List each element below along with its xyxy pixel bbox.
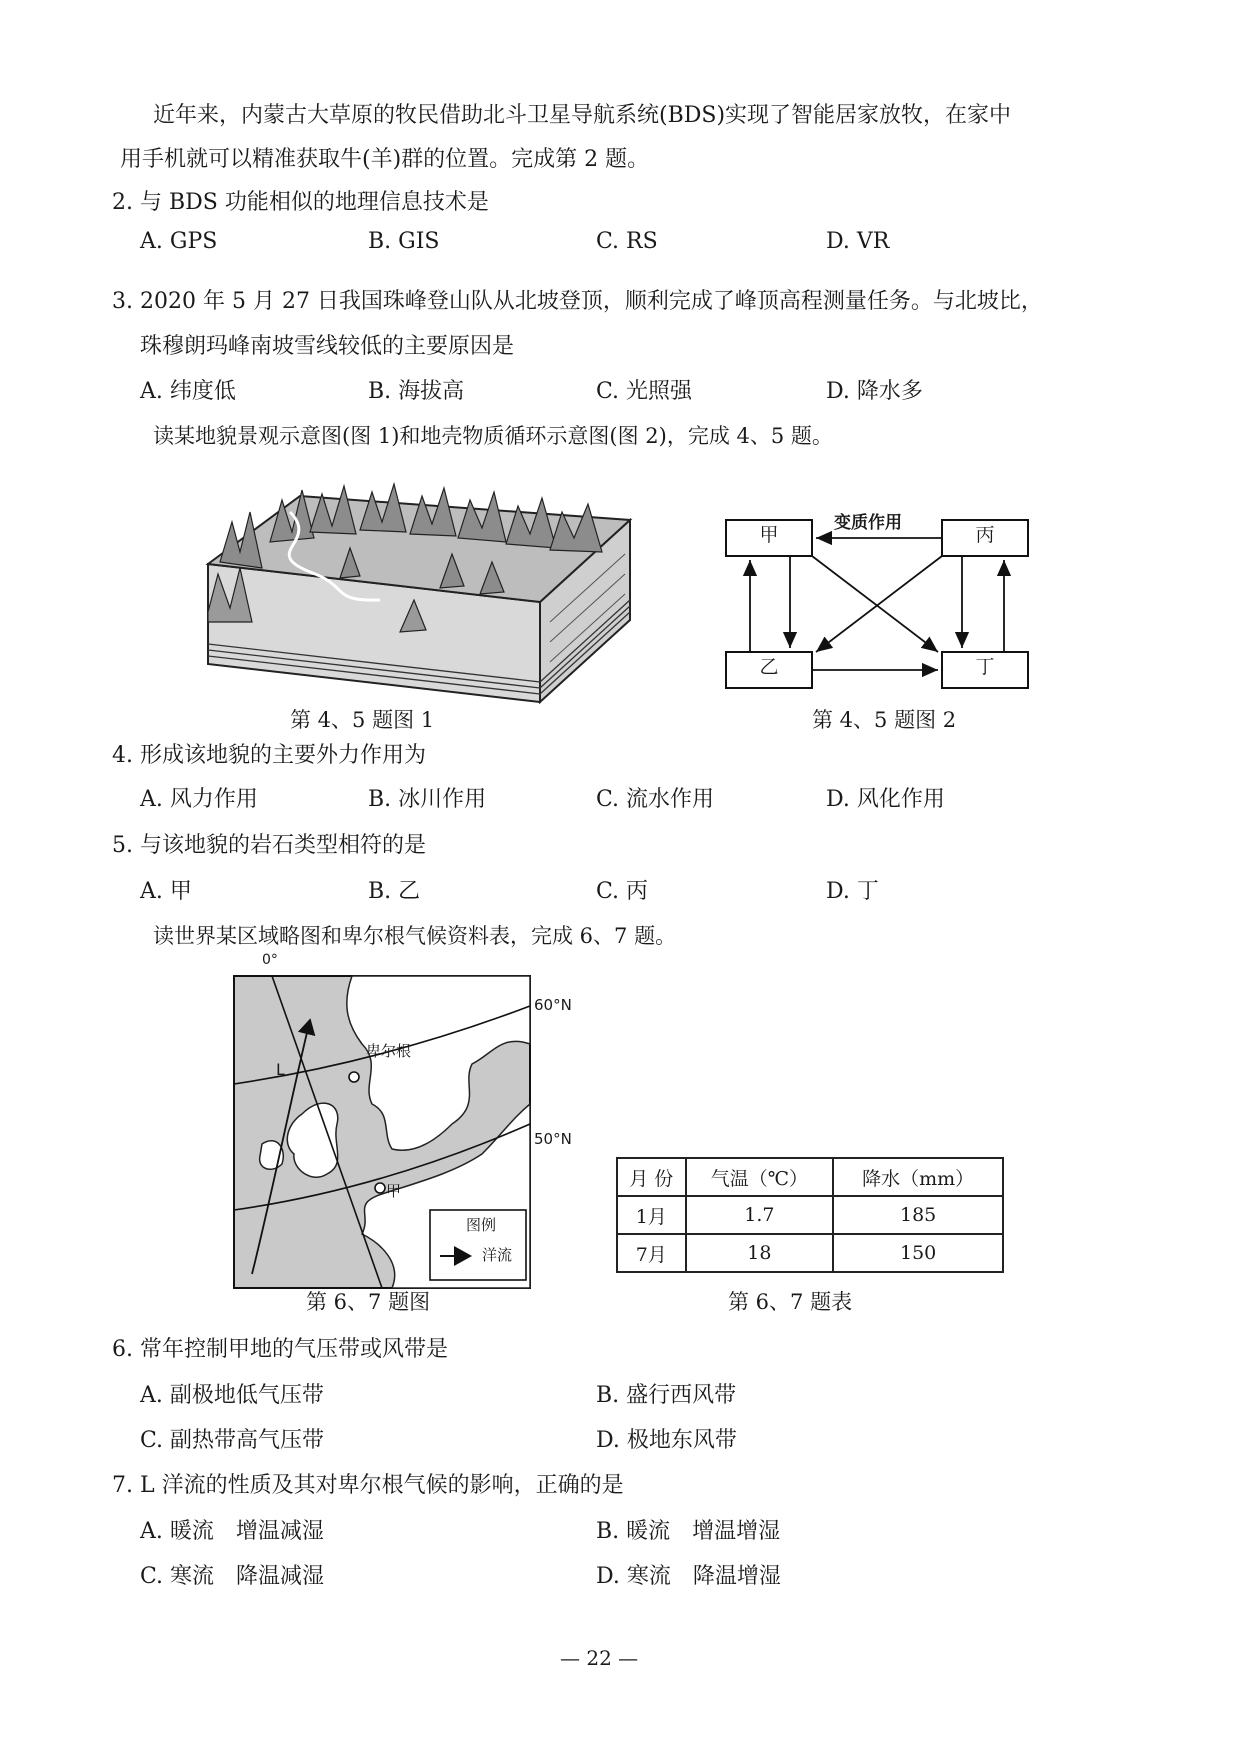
- q4-option-b: B. 冰川作用: [368, 787, 487, 812]
- q6-option-d: D. 极地东风带: [596, 1428, 737, 1453]
- table-cell: 1月: [617, 1196, 686, 1234]
- q2-option-c: C. RS: [596, 229, 658, 254]
- q4-option-c: C. 流水作用: [596, 787, 715, 812]
- table-header-row: [617, 1158, 1003, 1196]
- q7-option-c: C. 寒流 降温减湿: [140, 1564, 325, 1589]
- rock-box-ding: 丁: [975, 656, 995, 678]
- table-cell: 150: [833, 1234, 1003, 1272]
- table-row: [617, 1196, 1003, 1234]
- table-caption: 第 6、7 题表: [728, 1290, 853, 1314]
- map-legend-title: 图例: [466, 1216, 497, 1234]
- table-header-precip: 降水（mm）: [833, 1158, 1003, 1196]
- table-row: [617, 1234, 1003, 1272]
- q5-option-d: D. 丁: [826, 879, 879, 904]
- question-2-stem: 2. 与 BDS 功能相似的地理信息技术是: [112, 190, 489, 215]
- table-cell: 1.7: [686, 1196, 834, 1234]
- regional-map: [232, 974, 532, 1290]
- table-cell: 185: [833, 1196, 1003, 1234]
- q6-option-c: C. 副热带高气压带: [140, 1428, 325, 1453]
- q3-option-a: A. 纬度低: [140, 379, 236, 404]
- map-lat60-label: 60°N: [534, 996, 572, 1014]
- q3-option-b: B. 海拔高: [368, 379, 465, 404]
- table-cell: 18: [686, 1234, 834, 1272]
- intro-text-figures: 读某地貌景观示意图(图 1)和地壳物质循环示意图(图 2)，完成 4、5 题。: [153, 424, 833, 448]
- q5-option-b: B. 乙: [368, 879, 421, 904]
- q2-option-b: B. GIS: [368, 229, 440, 254]
- intro-text-line2: 用手机就可以精准获取牛(羊)群的位置。完成第 2 题。: [120, 147, 650, 172]
- q2-option-d: D. VR: [826, 229, 890, 254]
- map-city-bergen: 卑尔根: [366, 1042, 412, 1060]
- question-5-stem: 5. 与该地貌的岩石类型相符的是: [112, 833, 426, 858]
- intro-text-line1: 近年来，内蒙古大草原的牧民借助北斗卫星导航系统(BDS)实现了智能居家放牧，在家中: [153, 103, 1012, 128]
- map-point-jia: 甲: [386, 1182, 402, 1200]
- q2-option-a: A. GPS: [140, 229, 218, 254]
- figure-2-caption: 第 4、5 题图 2: [812, 708, 957, 732]
- q4-option-a: A. 风力作用: [140, 787, 258, 812]
- climate-table: [616, 1157, 1004, 1273]
- metamorphism-label: 变质作用: [834, 508, 902, 533]
- question-7-stem: 7. L 洋流的性质及其对卑尔根气候的影响，正确的是: [112, 1473, 624, 1498]
- map-lat50-label: 50°N: [534, 1130, 572, 1148]
- q3-option-c: C. 光照强: [596, 379, 693, 404]
- map-caption: 第 6、7 题图: [306, 1290, 431, 1314]
- q6-option-a: A. 副极地低气压带: [140, 1383, 324, 1408]
- map-meridian-label: 0°: [262, 952, 278, 968]
- intro-text-map: 读世界某区域略图和卑尔根气候资料表，完成 6、7 题。: [153, 924, 677, 948]
- map-legend-item: 洋流: [482, 1246, 513, 1264]
- q7-option-d: D. 寒流 降温增湿: [596, 1564, 781, 1589]
- question-3-stem-line1: 3. 2020 年 5 月 27 日我国珠峰登山队从北坡登顶，顺利完成了峰顶高程测量任务。与北坡比，: [112, 289, 1043, 314]
- q7-option-b: B. 暖流 增温增湿: [596, 1519, 781, 1544]
- q4-option-d: D. 风化作用: [826, 787, 945, 812]
- landform-block-diagram: [200, 482, 640, 712]
- table-header-temp: 气温（℃）: [686, 1158, 834, 1196]
- question-3-stem-line2: 珠穆朗玛峰南坡雪线较低的主要原因是: [140, 334, 515, 359]
- rock-box-jia: 甲: [759, 524, 779, 546]
- q6-option-b: B. 盛行西风带: [596, 1383, 737, 1408]
- rock-box-yi: 乙: [759, 656, 779, 678]
- question-4-stem: 4. 形成该地貌的主要外力作用为: [112, 743, 426, 768]
- table-header-month: 月 份: [617, 1158, 686, 1196]
- question-6-stem: 6. 常年控制甲地的气压带或风带是: [112, 1337, 448, 1362]
- q5-option-c: C. 丙: [596, 879, 649, 904]
- figure-1-caption: 第 4、5 题图 1: [290, 708, 435, 732]
- rock-box-bing: 丙: [975, 524, 995, 546]
- q3-option-d: D. 降水多: [826, 379, 923, 404]
- q7-option-a: A. 暖流 增温减湿: [140, 1519, 324, 1544]
- page-number: — 22 —: [560, 1646, 639, 1670]
- q5-option-a: A. 甲: [140, 879, 192, 904]
- map-current-label: L: [276, 1060, 285, 1079]
- table-cell: 7月: [617, 1234, 686, 1272]
